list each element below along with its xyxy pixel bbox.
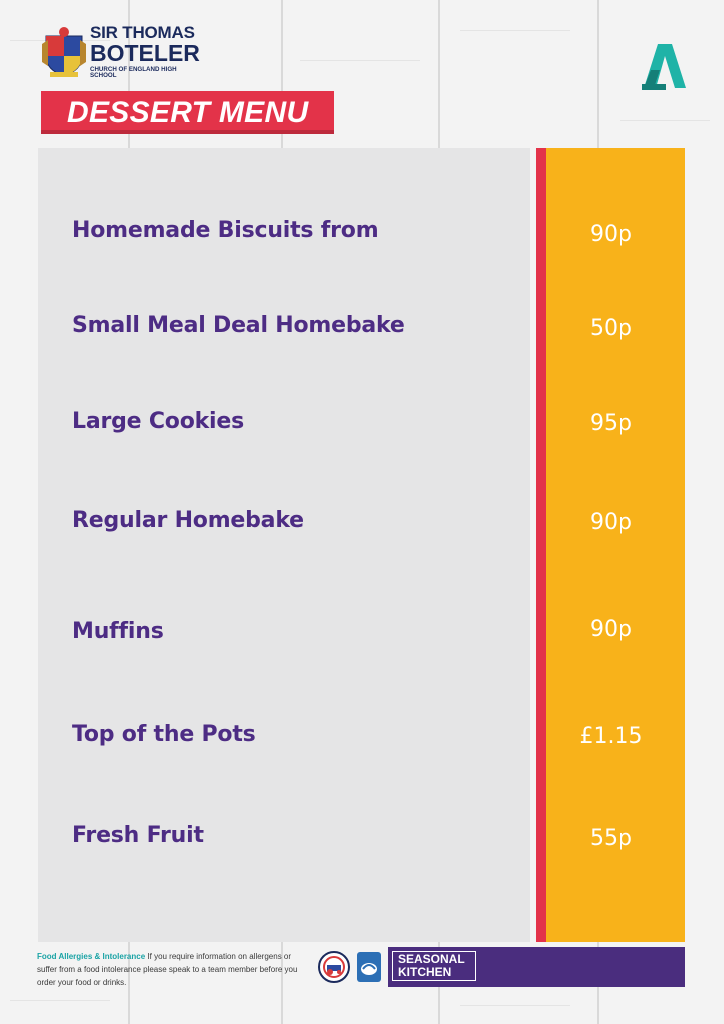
menu-item-price: 55p: [590, 826, 632, 851]
school-name-line2: BOTELER: [90, 40, 200, 66]
menu-item-price: 90p: [590, 510, 632, 535]
menu-item-name: Large Cookies: [72, 409, 245, 434]
school-name-line1: SIR THOMAS: [90, 23, 195, 42]
menu-item-name: Top of the Pots: [72, 722, 256, 747]
menu-item-price: £1.15: [579, 724, 643, 749]
seasonal-kitchen-line2: KITCHEN: [398, 965, 452, 979]
msc-sustainable-seafood-badge-icon: [356, 951, 382, 983]
allergy-heading: Food Allergies & Intolerance: [37, 952, 146, 961]
menu-item-price: 90p: [590, 222, 632, 247]
wood-grain: [10, 1000, 110, 1001]
price-panel: [546, 148, 685, 942]
allergy-notice: [37, 950, 307, 989]
wood-grain: [620, 120, 710, 121]
seasonal-kitchen-line1: SEASONAL: [398, 952, 465, 966]
school-name: [90, 24, 200, 79]
menu-item-price: 95p: [590, 411, 632, 436]
wood-grain: [460, 30, 570, 31]
menu-item-name: Homemade Biscuits from: [72, 218, 379, 243]
red-divider: [536, 148, 546, 942]
title-banner: [41, 91, 334, 134]
seasonal-kitchen-bar: [388, 947, 685, 987]
menu-item-name: Muffins: [72, 619, 164, 644]
allergy-text: If you require information on allergens or suffer from a food intolerance please speak to a team member before you order your food or drinks.: [37, 952, 298, 987]
menu-item-price: 90p: [590, 617, 632, 642]
wood-grain: [300, 60, 420, 61]
menu-item-name: Small Meal Deal Homebake: [72, 313, 405, 338]
seasonal-kitchen-logo: [392, 951, 476, 981]
school-logo: [42, 23, 200, 82]
letter-a-logo-icon: [642, 38, 686, 92]
menu-item-name: Fresh Fruit: [72, 823, 204, 848]
menu-item-name: Regular Homebake: [72, 508, 304, 533]
menu-item-price: 50p: [590, 316, 632, 341]
red-tractor-badge-icon: [318, 951, 350, 983]
wood-grain: [460, 1005, 570, 1006]
school-name-line3: CHURCH OF ENGLAND HIGH SCHOOL: [90, 66, 177, 80]
page-title: DESSERT MENU: [67, 96, 309, 129]
school-crest-icon: [42, 26, 86, 78]
